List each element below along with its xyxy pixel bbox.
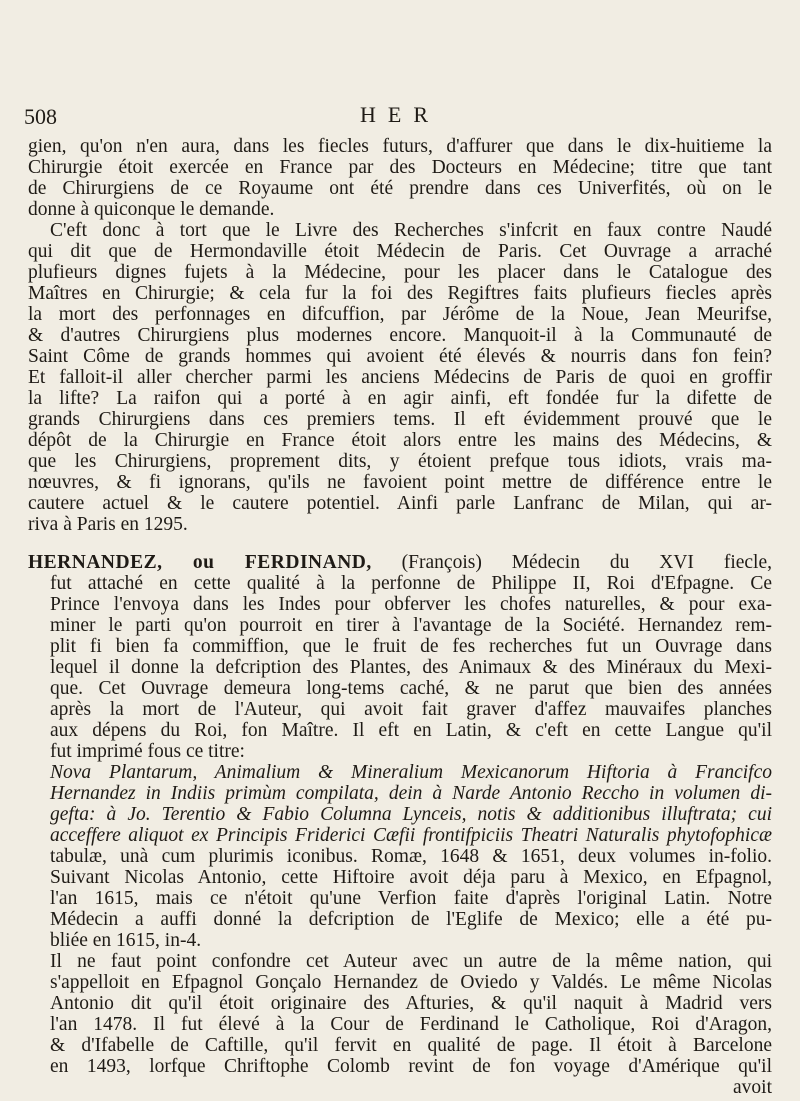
book-title-line: acceffere aliquot ex Principis Friderici Cæfii frontifpiciis Theatri Naturalis phytofophicæ (50, 825, 772, 846)
text-line: & d'autres Chirurgiens plus modernes encore. Manquoit-il à la Communauté de (28, 325, 772, 346)
text-line: Suivant Nicolas Antonio, cette Hiftoire avoit déja paru à Mexico, en Efpagnol, (50, 867, 772, 888)
text-line: que. Cet Ouvrage demeura long-tems caché, & ne parut que bien des années (50, 678, 772, 699)
text-line (28, 552, 772, 573)
text-line: lequel il donne la defcription des Plantes, des Animaux & des Minéraux du Mexi- (50, 657, 772, 678)
text-line: riva à Paris en 1295. (28, 514, 188, 535)
book-title-line: gefta: à Jo. Terentio & Fabio Columna Lynceis, notis & additionibus illuftrata; cui (50, 804, 772, 825)
text-line: en 1493, lorfque Chriftophe Colomb revint de fon voyage d'Amérique qu'il (50, 1056, 772, 1077)
catchword: avoit (733, 1077, 772, 1098)
book-title-line: Nova Plantarum, Animalium & Mineralium Mexicanorum Hiftoria à Francifco (50, 762, 772, 783)
text-line (28, 804, 772, 825)
text-line: Chirurgie étoit exercée en France par des Docteurs en Médecine; titre que tant (28, 157, 772, 178)
text-line: miner le parti qu'on pourroit en tirer à l'avantage de la Société. Hernandez rem- (50, 615, 772, 636)
text-line: la lifte? La raifon qui a porté à en agir ainfi, eft fondée fur la difette de (28, 388, 772, 409)
entry-hernandez (28, 552, 772, 762)
text-line: aux dépens du Roi, fon Maître. Il eft en Latin, & c'eft en cette Langue qu'il (50, 720, 772, 741)
text-line: s'appelloit en Efpagnol Gonçalo Hernandez de Oviedo y Valdés. Le même Nicolas (50, 972, 772, 993)
text-line: Antonio dit qu'il étoit originaire des Afturies, & qu'il naquit à Madrid vers (50, 993, 772, 1014)
text-line: donne à quiconque le demande. (28, 199, 275, 220)
text-line: Il ne faut point confondre cet Auteur avec un autre de la même nation, qui (50, 951, 772, 972)
page-body (28, 136, 772, 1098)
text-line: Prince l'envoya dans les Indes pour obferver les chofes naturelles, & pour exa- (50, 594, 772, 615)
text-line: plit fi bien fa commiffion, que le fruit de fes recherches fut un Ouvrage dans (50, 636, 772, 657)
text-line: bliée en 1615, in-4. (50, 930, 202, 951)
text-line: tabulæ, unà cum plurimis iconibus. Romæ, 1648 & 1651, deux volumes in-folio. (50, 846, 772, 867)
text-line: dépôt de la Chirurgie en France étoit alors entre les mains des Médecins, & (28, 430, 772, 451)
paragraph-continuation (28, 136, 772, 220)
entry-headword: HERNANDEZ, ou FERDINAND, (28, 552, 372, 573)
text-line: grands Chirurgiens dans ces premiers tems. Il eft évidemment prouvé que le (28, 409, 772, 430)
text-line: & d'Ifabelle de Caftille, qu'il fervit en qualité de page. Il étoit à Barcelone (50, 1035, 772, 1056)
paragraph-oviedo (28, 951, 772, 1098)
text-line: C'eft donc à tort que le Livre des Recherches s'infcrit en faux contre Naudé (50, 220, 772, 241)
text-line: nœuvres, & fi ignorans, qu'ils ne favoient point mettre de différence entre le (28, 472, 772, 493)
paragraph-book-title (28, 762, 772, 951)
text-line: Saint Côme de grands hommes qui avoient été élevés & nourris dans fon fein? (28, 346, 772, 367)
text-line: l'an 1615, mais ce n'étoit qu'une Verfion faite d'après l'original Latin. Notre (50, 888, 772, 909)
text-line: qui dit que de Hermondaville étoit Médecin de Paris. Cet Ouvrage a arraché (28, 241, 772, 262)
text-line (28, 762, 772, 783)
text-line: de Chirurgiens de ce Royaume ont été prendre dans ces Univerfités, où on le (28, 178, 772, 199)
text-line: gien, qu'on n'en aura, dans les fiecles futurs, d'affurer que dans le dix-huitieme la (28, 136, 772, 157)
text-line: que les Chirurgiens, proprement dits, y étoient prefque tous idiots, vrais ma- (28, 451, 772, 472)
text-line: fut imprimé fous ce titre: (50, 741, 245, 762)
text-line (28, 783, 772, 804)
page-number: 508 (24, 104, 57, 129)
text-line: cautere actuel & le cautere potentiel. Ainfi parle Lanfranc de Milan, qui ar- (28, 493, 772, 514)
text-line: Médecin a auffi donné la defcription de l'Eglife de Mexico; elle a été pu- (50, 909, 772, 930)
text-line: après la mort de l'Auteur, qui avoit fait graver d'affez mauvaifes planches (50, 699, 772, 720)
text-line: plufieurs dignes fujets à la Médecine, pour les placer dans le Catalogue des (28, 262, 772, 283)
text-line (28, 825, 772, 846)
text-line: Et falloit-il aller chercher parmi les anciens Médecins de Paris de quoi en groffir (28, 367, 772, 388)
entry-title-rest: (François) Médecin du XVI fiecle, (371, 552, 772, 573)
text-line: l'an 1478. Il fut élevé à la Cour de Ferdinand le Catholique, Roi d'Aragon, (50, 1014, 772, 1035)
text-line: Maîtres en Chirurgie; & cela fur la foi des Regiftres faits plufieurs fiecles après (28, 283, 772, 304)
text-line: fut attaché en cette qualité à la perfonne de Philippe II, Roi d'Efpagne. Ce (50, 573, 772, 594)
running-head: HER (360, 102, 440, 127)
book-title-line: Hernandez in Indiis primùm compilata, dein à Narde Antonio Reccho in volumen di- (50, 783, 772, 804)
text-line: la mort des perfonnages en difcuffion, par Jérôme de la Noue, Jean Meurifse, (28, 304, 772, 325)
paragraph-recherches (28, 220, 772, 535)
entry-gap (28, 535, 772, 552)
